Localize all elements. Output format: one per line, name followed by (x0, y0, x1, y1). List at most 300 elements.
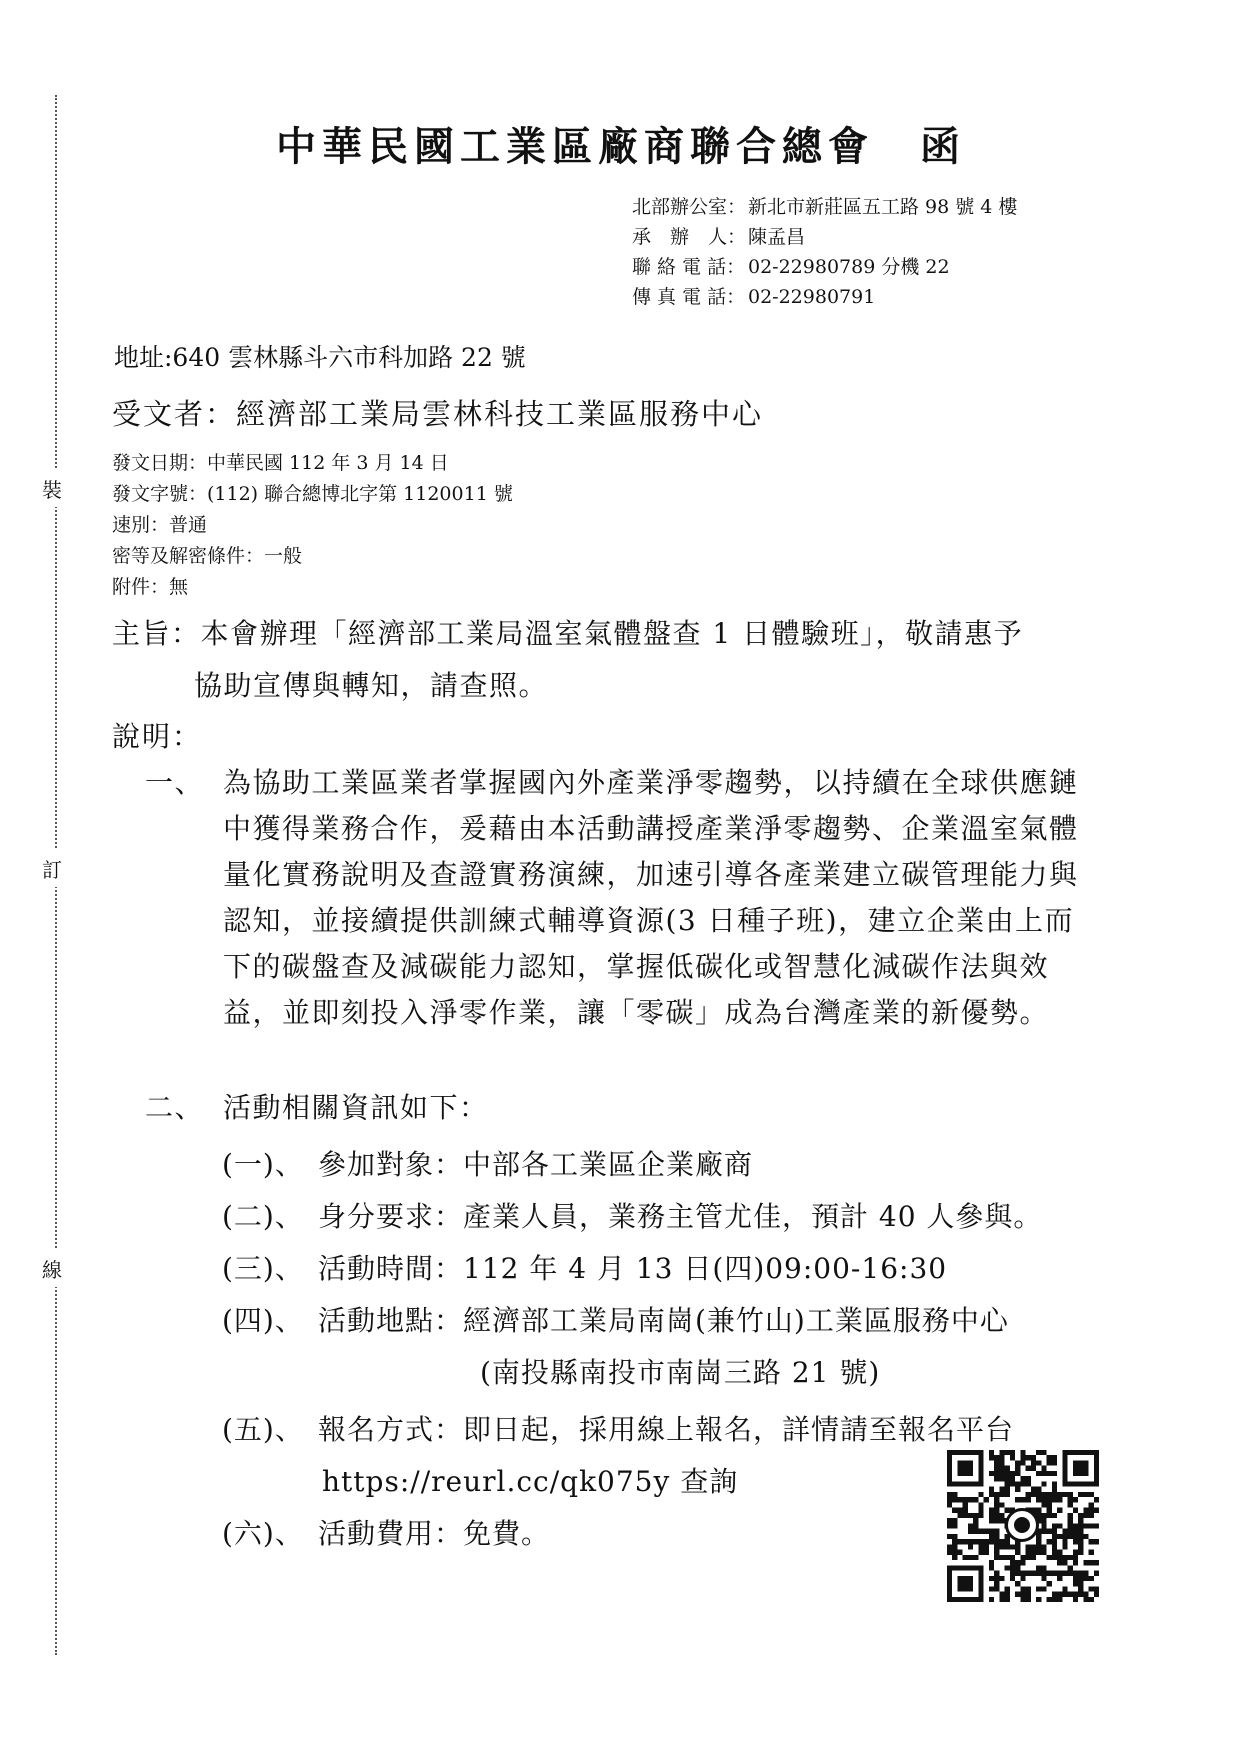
explanation-item (145, 760, 1103, 1036)
fax-row: 傳 真 電 話： 02-22980791 (632, 286, 876, 308)
qr-module (1073, 1529, 1078, 1534)
qr-module (1031, 1544, 1036, 1549)
qr-module (968, 1539, 973, 1544)
qr-module (947, 1523, 952, 1528)
qr-module (963, 1555, 968, 1560)
office-address-row: 北部辦公室： 新北市新莊區五工路 98 號 4 樓 (632, 196, 1018, 218)
qr-module (1047, 1597, 1052, 1602)
qr-module (1083, 1523, 1088, 1528)
qr-module (1036, 1539, 1041, 1544)
qr-module (1041, 1481, 1046, 1486)
qr-module (1052, 1592, 1057, 1597)
qr-module (999, 1450, 1004, 1455)
qr-module (1094, 1571, 1099, 1576)
item-text: 為協助工業區業者掌握國內外產業淨零趨勢，以持續在全球供應鏈中獲得業務合作，爰藉由本活動講授產業淨零趨勢、企業溫室氣體量化實務說明及查證實務演練，加速引導各產業建立碳管理能力與認知，並接續提供訓練式輔導資源(3 日種子班)，建立企業由上而下的碳盤查及減碳能力認知，掌握低碳化或智慧化減碳作法與效益，並即刻投入淨零作業，讓「零碳」成為台灣產業的新優勢。 (223, 766, 1079, 1029)
qr-module (994, 1518, 999, 1523)
qr-module (1047, 1471, 1052, 1476)
qr-module (947, 1518, 952, 1523)
qr-module (947, 1502, 952, 1507)
qr-module (1041, 1529, 1046, 1534)
qr-module (1010, 1576, 1015, 1581)
qr-module (1089, 1576, 1094, 1581)
qr-module (1094, 1586, 1099, 1591)
qr-module (1073, 1597, 1078, 1602)
qr-module (1062, 1560, 1067, 1565)
qr-module (1068, 1534, 1073, 1539)
qr-module (1078, 1571, 1083, 1576)
qr-module (952, 1518, 957, 1523)
qr-module (1020, 1555, 1025, 1560)
qr-module (1031, 1555, 1036, 1560)
qr-module (1047, 1497, 1052, 1502)
qr-module (1047, 1492, 1052, 1497)
qr-module (1052, 1481, 1057, 1486)
qr-module (952, 1550, 957, 1555)
office-contact-block (632, 192, 1017, 312)
qr-module (1062, 1586, 1067, 1591)
qr-module (1020, 1586, 1025, 1591)
qr-module (963, 1502, 968, 1507)
qr-module (1041, 1571, 1046, 1576)
qr-module (1062, 1555, 1067, 1560)
document-title (0, 115, 1242, 172)
qr-module (994, 1455, 999, 1460)
qr-module (1083, 1513, 1088, 1518)
qr-module (1015, 1592, 1020, 1597)
qr-module (1068, 1518, 1073, 1523)
qr-module (1073, 1523, 1078, 1528)
qr-module (1036, 1460, 1041, 1465)
qr-module (994, 1581, 999, 1586)
qr-module (1041, 1518, 1046, 1523)
qr-module (1083, 1534, 1088, 1539)
qr-module (1089, 1513, 1094, 1518)
qr-module (989, 1450, 994, 1455)
qr-module (1089, 1492, 1094, 1497)
qr-module (1020, 1560, 1025, 1565)
qr-module (1089, 1586, 1094, 1591)
document-number: 發文字號：(112) 聯合總博北字第 1120011 號 (112, 483, 513, 505)
subject-line-1: 主旨：本會辦理「經濟部工業局溫室氣體盤查 1 日體驗班」，敬請惠予 (112, 617, 1024, 650)
qr-module (1089, 1560, 1094, 1565)
qr-module (957, 1497, 962, 1502)
qr-module (1020, 1460, 1025, 1465)
qr-module (1015, 1550, 1020, 1555)
qr-module (1036, 1450, 1041, 1455)
qr-module (994, 1508, 999, 1513)
qr-module (994, 1497, 999, 1502)
qr-module (1052, 1492, 1057, 1497)
qr-module (1094, 1497, 1099, 1502)
qr-module (1010, 1565, 1015, 1570)
qr-module (1057, 1576, 1062, 1581)
qr-module (1068, 1555, 1073, 1560)
qr-module (989, 1487, 994, 1492)
qr-module (1073, 1576, 1078, 1581)
qr-module (999, 1471, 1004, 1476)
qr-module (957, 1550, 962, 1555)
qr-module (994, 1571, 999, 1576)
qr-module (999, 1544, 1004, 1549)
qr-module (1047, 1529, 1052, 1534)
qr-module (1083, 1571, 1088, 1576)
qr-module (1052, 1544, 1057, 1549)
issue-date: 發文日期：中華民國 112 年 3 月 14 日 (112, 452, 449, 474)
qr-module (963, 1513, 968, 1518)
qr-module (1094, 1508, 1099, 1513)
qr-module (1094, 1539, 1099, 1544)
qr-module (1062, 1539, 1067, 1544)
qr-module (999, 1487, 1004, 1492)
sub-item-participants: (一)、 參加對象：中部各工業區企業廠商 (222, 1148, 754, 1181)
qr-module (1036, 1586, 1041, 1591)
qr-module (947, 1492, 952, 1497)
sub-item-time: (三)、 活動時間：112 年 4 月 13 日(四)09:00-16:30 (222, 1252, 948, 1285)
qr-module (1073, 1508, 1078, 1513)
qr-module (1052, 1539, 1057, 1544)
qr-module (1026, 1492, 1031, 1497)
qr-module (1073, 1497, 1078, 1502)
qr-module (994, 1476, 999, 1481)
qr-module (1031, 1455, 1036, 1460)
qr-module (1062, 1592, 1067, 1597)
qr-module (1089, 1539, 1094, 1544)
attachments: 附件：無 (112, 576, 189, 598)
qr-module (1047, 1513, 1052, 1518)
qr-module (973, 1539, 978, 1544)
qr-module (989, 1534, 994, 1539)
qr-module (1036, 1497, 1041, 1502)
qr-module (1052, 1497, 1057, 1502)
qr-module (1005, 1481, 1010, 1486)
qr-module (1026, 1466, 1031, 1471)
qr-module (1031, 1460, 1036, 1465)
qr-module (989, 1560, 994, 1565)
qr-module (1073, 1571, 1078, 1576)
qr-module (957, 1508, 962, 1513)
qr-module (973, 1513, 978, 1518)
sub-item-location: (四)、 活動地點：經濟部工業局南崗(兼竹山)工業區服務中心 (222, 1304, 1009, 1337)
qr-module (1041, 1471, 1046, 1476)
qr-module (1005, 1487, 1010, 1492)
qr-module (1068, 1565, 1073, 1570)
binding-mark-xian: 線 (42, 1250, 62, 1287)
qr-module (1010, 1455, 1015, 1460)
qr-module (994, 1539, 999, 1544)
qr-module (994, 1471, 999, 1476)
recipient: 受文者：經濟部工業局雲林科技工業區服務中心 (112, 397, 764, 431)
qr-module (1052, 1455, 1057, 1460)
qr-module (947, 1497, 952, 1502)
qr-module (1052, 1529, 1057, 1534)
qr-module (947, 1544, 952, 1549)
qr-module (1057, 1555, 1062, 1560)
qr-module (1015, 1487, 1020, 1492)
qr-module (1026, 1481, 1031, 1486)
qr-module (1089, 1508, 1094, 1513)
classification: 密等及解密條件：一般 (112, 545, 303, 567)
explanation-item (145, 1085, 1103, 1131)
qr-module (968, 1544, 973, 1549)
qr-module (1026, 1476, 1031, 1481)
qr-module (1062, 1492, 1067, 1497)
urgency: 速別：普通 (112, 514, 208, 536)
qr-module (973, 1518, 978, 1523)
qr-module (1015, 1471, 1020, 1476)
qr-module (1041, 1492, 1046, 1497)
qr-module (1020, 1455, 1025, 1460)
qr-module (989, 1455, 994, 1460)
qr-module (999, 1539, 1004, 1544)
qr-module (1052, 1534, 1057, 1539)
qr-module (952, 1523, 957, 1528)
qr-module (1005, 1539, 1010, 1544)
qr-module (1026, 1571, 1031, 1576)
qr-module (1047, 1581, 1052, 1586)
qr-module (952, 1497, 957, 1502)
qr-module (1026, 1550, 1031, 1555)
qr-module (1068, 1592, 1073, 1597)
qr-module (1005, 1592, 1010, 1597)
qr-module (1020, 1476, 1025, 1481)
qr-module (1078, 1529, 1083, 1534)
qr-module (1031, 1571, 1036, 1576)
qr-module (1005, 1597, 1010, 1602)
qr-module (1057, 1497, 1062, 1502)
qr-module (1041, 1497, 1046, 1502)
qr-module (999, 1597, 1004, 1602)
qr-module (1005, 1466, 1010, 1471)
qr-module (984, 1529, 989, 1534)
qr-module (1068, 1571, 1073, 1576)
qr-module (952, 1555, 957, 1560)
qr-module (1078, 1586, 1083, 1591)
qr-module (1094, 1592, 1099, 1597)
qr-module (999, 1513, 1004, 1518)
qr-module (978, 1544, 983, 1549)
qr-module (1036, 1597, 1041, 1602)
qr-module (1083, 1592, 1088, 1597)
qr-module (1078, 1544, 1083, 1549)
qr-module (1005, 1555, 1010, 1560)
qr-module (1010, 1450, 1015, 1455)
explanation-heading: 說明： (112, 720, 203, 753)
qr-module (1062, 1544, 1067, 1549)
qr-module (1041, 1565, 1046, 1570)
qr-module (968, 1497, 973, 1502)
qr-module (1020, 1592, 1025, 1597)
sub-item-requirements: (二)、 身分要求：產業人員，業務主管尤佳，預計 40 人參與。 (222, 1200, 1043, 1233)
qr-module (1083, 1576, 1088, 1581)
qr-module (1015, 1460, 1020, 1465)
qr-module (952, 1534, 957, 1539)
qr-module (994, 1576, 999, 1581)
qr-module (999, 1592, 1004, 1597)
qr-module (1068, 1529, 1073, 1534)
qr-module (999, 1460, 1004, 1465)
qr-module (999, 1576, 1004, 1581)
qr-module (1015, 1571, 1020, 1576)
qr-module (989, 1513, 994, 1518)
qr-module (1047, 1502, 1052, 1507)
sub-item-fee: (六)、 活動費用：免費。 (222, 1517, 551, 1550)
qr-module (989, 1518, 994, 1523)
qr-module (1078, 1539, 1083, 1544)
qr-module (1057, 1571, 1062, 1576)
contact-person-row: 承 辦 人： 陳孟昌 (632, 226, 806, 248)
qr-module (1041, 1576, 1046, 1581)
qr-module (968, 1555, 973, 1560)
qr-module (1005, 1565, 1010, 1570)
qr-module (1052, 1597, 1057, 1602)
qr-module (1015, 1481, 1020, 1486)
qr-module (1073, 1534, 1078, 1539)
qr-module (1078, 1523, 1083, 1528)
qr-module (1052, 1513, 1057, 1518)
qr-module (1089, 1550, 1094, 1555)
qr-module (999, 1455, 1004, 1460)
qr-module (978, 1502, 983, 1507)
qr-module (1073, 1550, 1078, 1555)
qr-module (952, 1544, 957, 1549)
qr-module (1026, 1544, 1031, 1549)
qr-module (994, 1550, 999, 1555)
qr-module (973, 1555, 978, 1560)
qr-module (1078, 1576, 1083, 1581)
qr-module (1031, 1487, 1036, 1492)
qr-module (999, 1518, 1004, 1523)
qr-module (999, 1502, 1004, 1507)
qr-module (978, 1513, 983, 1518)
qr-module (1057, 1534, 1062, 1539)
qr-module (994, 1466, 999, 1471)
qr-module (1057, 1523, 1062, 1528)
qr-module (1073, 1581, 1078, 1586)
qr-module (1031, 1492, 1036, 1497)
qr-module (963, 1497, 968, 1502)
qr-module (1036, 1508, 1041, 1513)
qr-module (1041, 1544, 1046, 1549)
qr-module (984, 1539, 989, 1544)
qr-module (1068, 1502, 1073, 1507)
qr-module (1015, 1466, 1020, 1471)
qr-module (1052, 1523, 1057, 1528)
item-text: 活動相關資訊如下： (223, 1091, 489, 1124)
location-address: (南投縣南投市南崗三路 21 號) (480, 1356, 881, 1389)
qr-module (1020, 1481, 1025, 1486)
qr-module (1052, 1571, 1057, 1576)
qr-module (1026, 1597, 1031, 1602)
registration-url[interactable]: https://reurl.cc/qk075y 查詢 (322, 1465, 739, 1498)
qr-module (1057, 1508, 1062, 1513)
qr-module (1036, 1487, 1041, 1492)
qr-module (1052, 1487, 1057, 1492)
phone-row: 聯 絡 電 話： 02-22980789 分機 22 (632, 256, 950, 278)
qr-module (1073, 1592, 1078, 1597)
subject-line-2: 協助宣傳與轉知，請查照。 (194, 669, 549, 702)
qr-module (1015, 1544, 1020, 1549)
qr-module (999, 1476, 1004, 1481)
qr-module (1083, 1508, 1088, 1513)
qr-module (984, 1497, 989, 1502)
qr-module (973, 1523, 978, 1528)
qr-module (1057, 1550, 1062, 1555)
qr-module (947, 1534, 952, 1539)
qr-module (994, 1534, 999, 1539)
qr-module (1057, 1560, 1062, 1565)
qr-module (1078, 1534, 1083, 1539)
qr-module (1068, 1497, 1073, 1502)
qr-module (1078, 1492, 1083, 1497)
qr-module (1005, 1450, 1010, 1455)
qr-module (1057, 1592, 1062, 1597)
qr-module (1041, 1586, 1046, 1591)
qr-module (1089, 1502, 1094, 1507)
qr-module (1057, 1597, 1062, 1602)
qr-module (1068, 1523, 1073, 1528)
qr-module (978, 1508, 983, 1513)
qr-module (1078, 1550, 1083, 1555)
qr-module (989, 1565, 994, 1570)
qr-module (994, 1586, 999, 1591)
qr-module (978, 1529, 983, 1534)
qr-module (1020, 1571, 1025, 1576)
item-number: 二、 (145, 1091, 205, 1124)
qr-module (1041, 1513, 1046, 1518)
qr-module (1052, 1471, 1057, 1476)
qr-module (1041, 1550, 1046, 1555)
qr-module (1015, 1497, 1020, 1502)
qr-module (1026, 1586, 1031, 1591)
item-number: 一、 (145, 766, 205, 799)
qr-module (1010, 1571, 1015, 1576)
qr-module (963, 1508, 968, 1513)
qr-module (1005, 1471, 1010, 1476)
document-type: 函 (920, 123, 966, 170)
qr-module (1020, 1450, 1025, 1455)
qr-module (1073, 1560, 1078, 1565)
qr-module (989, 1471, 994, 1476)
qr-module (1020, 1597, 1025, 1602)
qr-module (1062, 1571, 1067, 1576)
qr-module (999, 1492, 1004, 1497)
qr-module (1089, 1597, 1094, 1602)
qr-module (957, 1539, 962, 1544)
qr-module (1073, 1539, 1078, 1544)
subject (112, 608, 1132, 712)
qr-module (1010, 1544, 1015, 1549)
qr-module (1094, 1523, 1099, 1528)
qr-module (1068, 1513, 1073, 1518)
qr-module (999, 1466, 1004, 1471)
qr-module (1047, 1571, 1052, 1576)
binding-mark-ding: 訂 (42, 850, 62, 887)
qr-module (1062, 1529, 1067, 1534)
qr-module (994, 1492, 999, 1497)
qr-module (952, 1492, 957, 1497)
qr-module (1031, 1466, 1036, 1471)
organization-name: 中華民國工業區廠商聯合總會 (276, 123, 874, 170)
qr-module (1010, 1481, 1015, 1486)
qr-module (1078, 1513, 1083, 1518)
qr-module (1041, 1450, 1046, 1455)
qr-module (978, 1539, 983, 1544)
qr-module (978, 1550, 983, 1555)
qr-module (1041, 1466, 1046, 1471)
qr-module (999, 1555, 1004, 1560)
qr-module (1041, 1523, 1046, 1528)
qr-module (989, 1597, 994, 1602)
